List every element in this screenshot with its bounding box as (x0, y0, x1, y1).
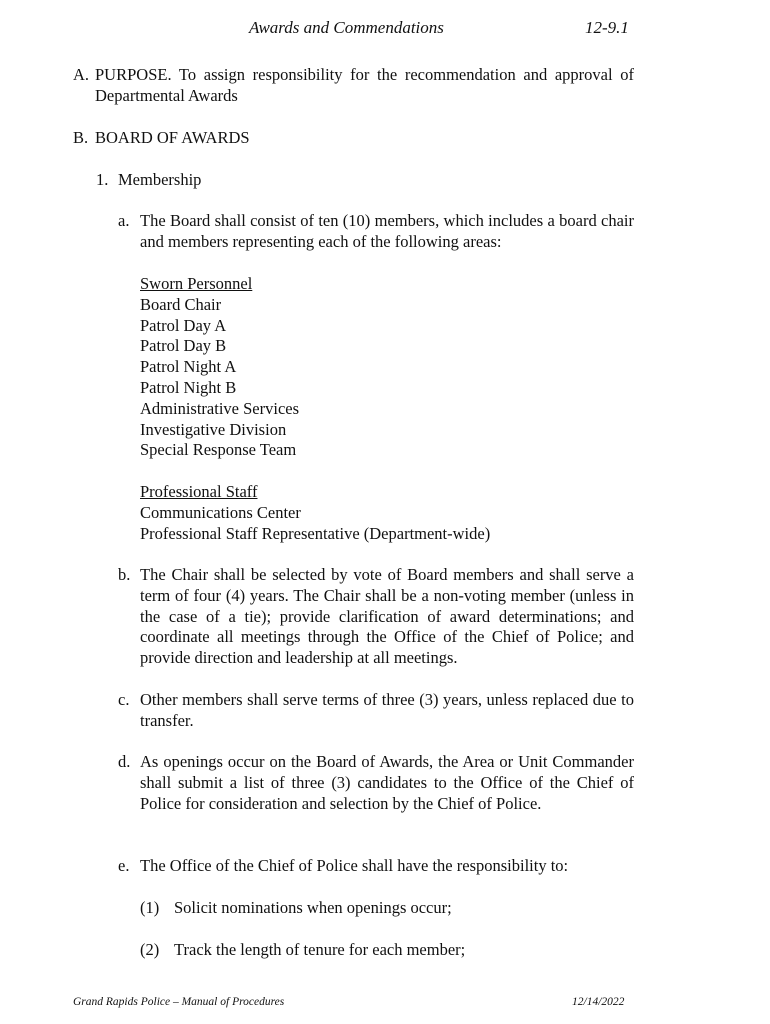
list-item: Communications Center (140, 502, 301, 522)
sub-item-2-text: Track the length of tenure for each member; (174, 940, 466, 959)
item-e (118, 856, 634, 877)
section-a-purpose (73, 65, 634, 107)
section-a-label: A. (73, 65, 90, 84)
item-a-text: The Board shall consist of ten (10) members, which includes a board chair and members representing each of the following areas: (140, 211, 634, 251)
list-item: Patrol Night B (140, 377, 237, 397)
list-item: Administrative Services (140, 398, 300, 418)
item-b-label: b. (118, 565, 131, 584)
item-b (118, 565, 634, 669)
item-b-text: The Chair shall be selected by vote of Board members and shall serve a term of four (4) years. The Chair shall be a non-voting member (unless in the case of a tie); provide clarification of award determinations; and coordinate all meetings through the Office of the Chief of Police; and provide direction and leadership at all meetings. (140, 565, 634, 668)
item-d-label: d. (118, 752, 131, 771)
section-b-board (73, 128, 634, 149)
membership-heading: Membership (118, 170, 202, 189)
professional-heading: Professional Staff (140, 482, 258, 501)
board-heading: BOARD OF AWARDS (95, 128, 250, 147)
list-item: Patrol Day A (140, 315, 227, 335)
section-b-label: B. (73, 128, 89, 147)
sub-item-2-label: (2) (140, 940, 160, 959)
membership-label: 1. (96, 170, 109, 189)
item-a (118, 211, 634, 253)
item-e-label: e. (118, 856, 130, 875)
item-e-text: The Office of the Chief of Police shall have the responsibility to: (140, 856, 569, 875)
header-title: Awards and Commendations (249, 18, 444, 37)
list-item: Patrol Night A (140, 357, 237, 377)
sub-item-2 (140, 940, 634, 961)
footer-date: 12/14/2022 (572, 996, 625, 1008)
item-a-label: a. (118, 211, 130, 230)
sub-item-1-text: Solicit nominations when openings occur; (174, 898, 452, 917)
list-item: Professional Staff Representative (Department-wide) (140, 523, 491, 543)
sub-item-1 (140, 898, 634, 919)
item-d-text: As openings occur on the Board of Awards, the Area or Unit Commander shall submit a list of three (3) candidates to the Office of the Chief of Police for consideration and selection by the Chief of Police. (140, 752, 634, 813)
list-item: Board Chair (140, 294, 222, 314)
sworn-heading: Sworn Personnel (140, 274, 253, 293)
purpose-text: PURPOSE. To assign responsibility for the recommendation and approval of Departmental Awards (95, 65, 634, 105)
item-c-label: c. (118, 690, 130, 709)
sworn-personnel-list (140, 274, 634, 461)
item-d (118, 752, 634, 814)
header-section-number: 12-9.1 (585, 18, 629, 37)
footer-manual-title: Grand Rapids Police – Manual of Procedures (73, 996, 285, 1008)
membership-section (96, 170, 634, 191)
list-item: Investigative Division (140, 419, 287, 439)
professional-staff-list (140, 482, 634, 544)
item-c (118, 690, 634, 732)
list-item: Special Response Team (140, 440, 297, 460)
list-item: Patrol Day B (140, 336, 227, 356)
sub-item-1-label: (1) (140, 898, 160, 917)
item-c-text: Other members shall serve terms of three (3) years, unless replaced due to transfer. (140, 690, 634, 730)
